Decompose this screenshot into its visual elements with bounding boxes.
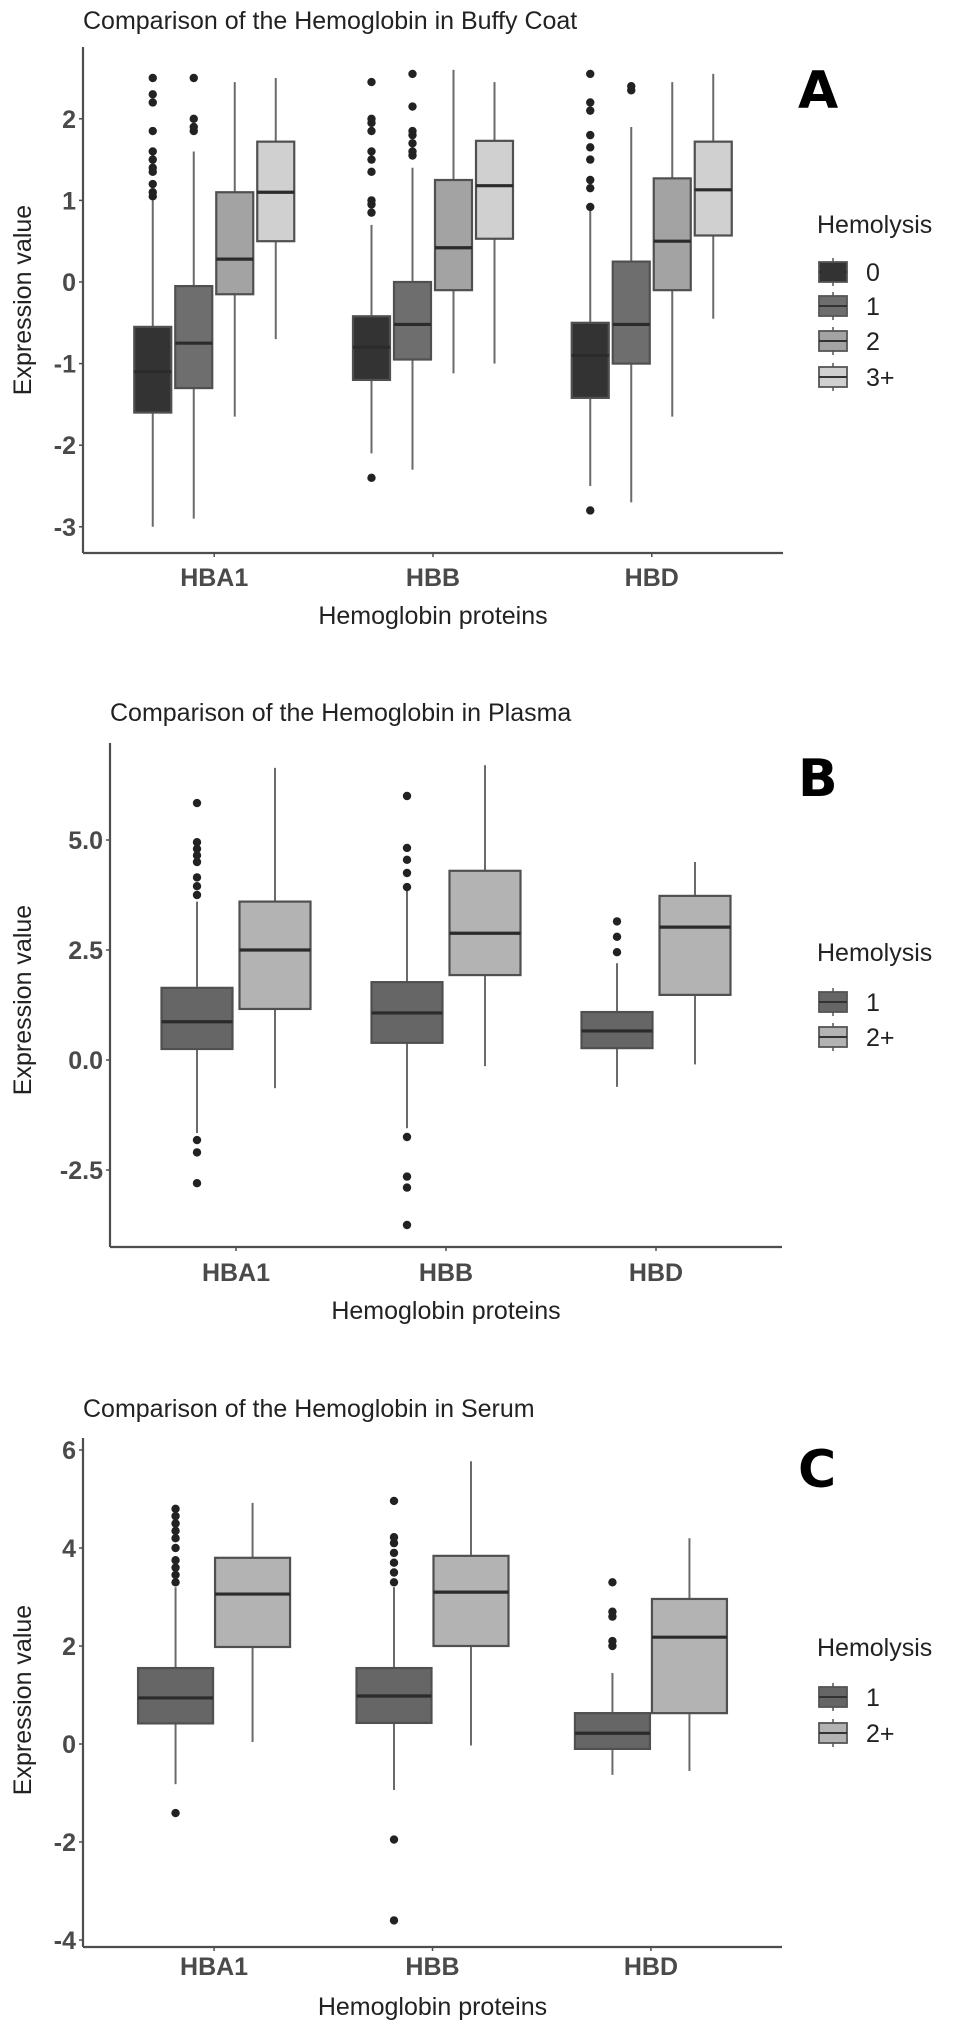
y-tick-label: -2.5 — [59, 1157, 103, 1185]
legend-key-2+ — [819, 1719, 895, 1748]
outlier-point — [390, 1916, 398, 1924]
box-iqr — [138, 1668, 213, 1723]
outlier-point — [171, 1527, 179, 1535]
outlier-point — [608, 1578, 616, 1586]
legend — [817, 211, 932, 392]
box-iqr — [435, 180, 472, 290]
legend-label: 2+ — [866, 1024, 895, 1052]
outlier-point — [149, 188, 157, 196]
legend-key-0 — [819, 258, 880, 287]
outlier-point — [403, 883, 411, 891]
outlier-point — [193, 1136, 201, 1144]
y-tick-label: -1 — [53, 350, 76, 379]
box-iqr — [162, 988, 233, 1049]
x-axis-title: Hemoglobin proteins — [317, 1993, 548, 2021]
legend-key-1 — [819, 988, 880, 1017]
outlier-point — [193, 1148, 201, 1156]
box-iqr — [216, 192, 253, 294]
box-iqr — [134, 327, 171, 413]
outlier-point — [586, 155, 594, 163]
x-tick-label: HBA1 — [201, 1259, 271, 1287]
box-iqr — [652, 1599, 727, 1713]
box-hba1-group-2+ — [215, 1503, 290, 1742]
legend-label: 2 — [866, 328, 880, 356]
outlier-point — [367, 115, 375, 123]
y-tick-label: 2 — [62, 105, 76, 134]
outlier-point — [193, 1179, 201, 1187]
outlier-point — [367, 208, 375, 216]
panel-label: C — [798, 1440, 837, 1500]
x-tick-label: HBB — [418, 1259, 474, 1287]
legend-key-1 — [819, 292, 880, 321]
legend-key-3+ — [819, 363, 895, 392]
box-hba1-group-1 — [175, 74, 212, 519]
outlier-point — [171, 1512, 179, 1520]
outlier-point — [367, 168, 375, 176]
box-hbb-group-3+ — [476, 82, 513, 364]
y-tick-label: 1 — [62, 187, 76, 216]
box-hbb-group-2 — [435, 70, 472, 374]
outlier-point — [403, 792, 411, 800]
outlier-point — [190, 115, 198, 123]
outlier-point — [193, 873, 201, 881]
outlier-point — [171, 1544, 179, 1552]
outlier-point — [586, 106, 594, 114]
legend-title: Hemolysis — [817, 939, 933, 967]
panel-b — [9, 699, 932, 1325]
outlier-point — [171, 1519, 179, 1527]
outlier-point — [149, 127, 157, 135]
box-hbd-group-2+ — [660, 862, 731, 1064]
outlier-point — [586, 131, 594, 139]
outlier-point — [586, 70, 594, 78]
box-hbd-group-0 — [572, 70, 609, 515]
box-hbb-group-0 — [353, 78, 390, 482]
box-iqr — [660, 896, 731, 995]
legend-key-2 — [819, 327, 880, 356]
outlier-point — [403, 1221, 411, 1229]
outlier-point — [403, 869, 411, 877]
outlier-point — [171, 1505, 179, 1513]
x-axis-title: Hemoglobin proteins — [331, 1297, 561, 1325]
box-hbb-group-1 — [357, 1497, 432, 1925]
outlier-point — [608, 1637, 616, 1645]
chart-title: Comparison of the Hemoglobin in Serum — [83, 1395, 535, 1423]
box-hbd-group-2+ — [652, 1538, 727, 1771]
box-hbd-group-2 — [654, 82, 691, 417]
outlier-point — [390, 1559, 398, 1567]
outlier-point — [408, 102, 416, 110]
panel-label: A — [798, 61, 839, 121]
box-hba1-group-0 — [134, 74, 171, 527]
outlier-point — [367, 127, 375, 135]
outlier-point — [608, 1608, 616, 1616]
box-iqr — [575, 1713, 650, 1749]
x-tick-label: HBA1 — [180, 1953, 249, 1981]
legend — [817, 939, 932, 1052]
legend-label: 1 — [866, 1684, 880, 1712]
y-axis-title: Expression value — [9, 204, 37, 396]
x-tick-label: HBD — [623, 1953, 679, 1981]
outlier-point — [408, 127, 416, 135]
box-iqr — [654, 178, 691, 290]
x-tick-label: HBD — [624, 564, 679, 592]
outlier-point — [586, 203, 594, 211]
y-tick-label: 2 — [62, 1633, 76, 1661]
x-tick-label: HBB — [405, 564, 461, 592]
outlier-point — [627, 82, 635, 90]
outlier-point — [149, 180, 157, 188]
outlier-point — [367, 474, 375, 482]
outlier-point — [613, 917, 621, 925]
box-hbb-group-1 — [394, 70, 431, 470]
outlier-point — [367, 155, 375, 163]
box-iqr — [572, 323, 609, 398]
y-tick-label: 4 — [62, 1535, 76, 1563]
outlier-point — [586, 184, 594, 192]
outlier-point — [171, 1571, 179, 1579]
y-tick-label: 5.0 — [68, 827, 103, 855]
y-axis-title: Expression value — [9, 904, 37, 1096]
x-tick-label: HBD — [628, 1259, 684, 1287]
outlier-point — [586, 506, 594, 514]
x-tick-label: HBA1 — [180, 564, 249, 592]
panel-label: B — [798, 749, 838, 809]
box-iqr — [175, 286, 212, 388]
outlier-point — [390, 1497, 398, 1505]
outlier-point — [403, 1133, 411, 1141]
box-hbd-group-1 — [575, 1578, 650, 1775]
outlier-point — [171, 1809, 179, 1817]
box-iqr — [215, 1558, 290, 1647]
y-tick-label: -2 — [53, 1829, 76, 1857]
outlier-point — [149, 98, 157, 106]
outlier-point — [190, 74, 198, 82]
outlier-point — [613, 933, 621, 941]
legend-key-2+ — [819, 1023, 895, 1052]
box-iqr — [450, 871, 521, 975]
outlier-point — [367, 196, 375, 204]
outlier-point — [149, 164, 157, 172]
box-hbb-group-2+ — [450, 765, 521, 1066]
outlier-point — [193, 882, 201, 890]
box-hbd-group-1 — [582, 917, 653, 1087]
panel-c — [9, 1395, 932, 2021]
outlier-point — [403, 844, 411, 852]
outlier-point — [171, 1534, 179, 1542]
outlier-point — [171, 1578, 179, 1586]
legend-label: 1 — [866, 989, 880, 1017]
box-hbb-group-1 — [372, 792, 443, 1229]
outlier-point — [390, 1533, 398, 1541]
legend-label: 3+ — [866, 364, 895, 392]
outlier-point — [149, 74, 157, 82]
box-iqr — [434, 1556, 509, 1646]
y-tick-label: 0 — [62, 1731, 76, 1759]
box-iqr — [476, 141, 513, 239]
box-hba1-group-2+ — [240, 768, 311, 1088]
legend-label: 1 — [866, 293, 880, 321]
box-hbd-group-3+ — [695, 74, 732, 319]
legend-label: 2+ — [866, 1720, 895, 1748]
outlier-point — [149, 147, 157, 155]
box-hba1-group-3+ — [257, 78, 294, 339]
outlier-point — [408, 70, 416, 78]
y-tick-label: -3 — [53, 513, 76, 542]
legend-title: Hemolysis — [817, 211, 933, 239]
y-tick-label: 0.0 — [68, 1047, 103, 1075]
y-tick-label: -2 — [53, 432, 76, 461]
y-tick-label: -4 — [53, 1927, 76, 1955]
outlier-point — [190, 123, 198, 131]
legend-title: Hemolysis — [817, 1634, 933, 1662]
legend-key-1 — [819, 1683, 880, 1712]
x-axis-title: Hemoglobin proteins — [318, 602, 548, 630]
legend-label: 0 — [866, 259, 880, 287]
outlier-point — [367, 147, 375, 155]
box-hbd-group-1 — [613, 82, 650, 502]
outlier-point — [586, 176, 594, 184]
box-iqr — [613, 262, 650, 364]
chart-title: Comparison of the Hemoglobin in Buffy Coat — [83, 7, 578, 35]
y-axis-title: Expression value — [9, 1604, 37, 1796]
panel-a — [9, 7, 932, 630]
outlier-point — [149, 155, 157, 163]
outlier-point — [408, 147, 416, 155]
outlier-point — [403, 1183, 411, 1191]
outlier-point — [390, 1835, 398, 1843]
outlier-point — [408, 139, 416, 147]
outlier-point — [171, 1563, 179, 1571]
outlier-point — [403, 856, 411, 864]
box-iqr — [240, 902, 311, 1009]
chart-title: Comparison of the Hemoglobin in Plasma — [110, 699, 572, 727]
outlier-point — [390, 1549, 398, 1557]
y-tick-label: 6 — [62, 1437, 76, 1465]
outlier-point — [171, 1556, 179, 1564]
x-tick-label: HBB — [405, 1953, 460, 1981]
box-hbb-group-2+ — [434, 1461, 509, 1745]
outlier-point — [390, 1578, 398, 1586]
box-iqr — [394, 282, 431, 360]
outlier-point — [367, 78, 375, 86]
box-hba1-group-2 — [216, 82, 253, 417]
outlier-point — [193, 891, 201, 899]
outlier-point — [613, 948, 621, 956]
y-tick-label: 2.5 — [68, 937, 103, 965]
outlier-point — [390, 1568, 398, 1576]
outlier-point — [193, 799, 201, 807]
outlier-point — [586, 143, 594, 151]
box-hba1-group-1 — [162, 799, 233, 1188]
y-tick-label: 0 — [62, 269, 76, 297]
outlier-point — [586, 98, 594, 106]
box-hba1-group-1 — [138, 1505, 213, 1818]
outlier-point — [403, 1172, 411, 1180]
outlier-point — [149, 90, 157, 98]
outlier-point — [193, 838, 201, 846]
legend — [817, 1634, 932, 1748]
